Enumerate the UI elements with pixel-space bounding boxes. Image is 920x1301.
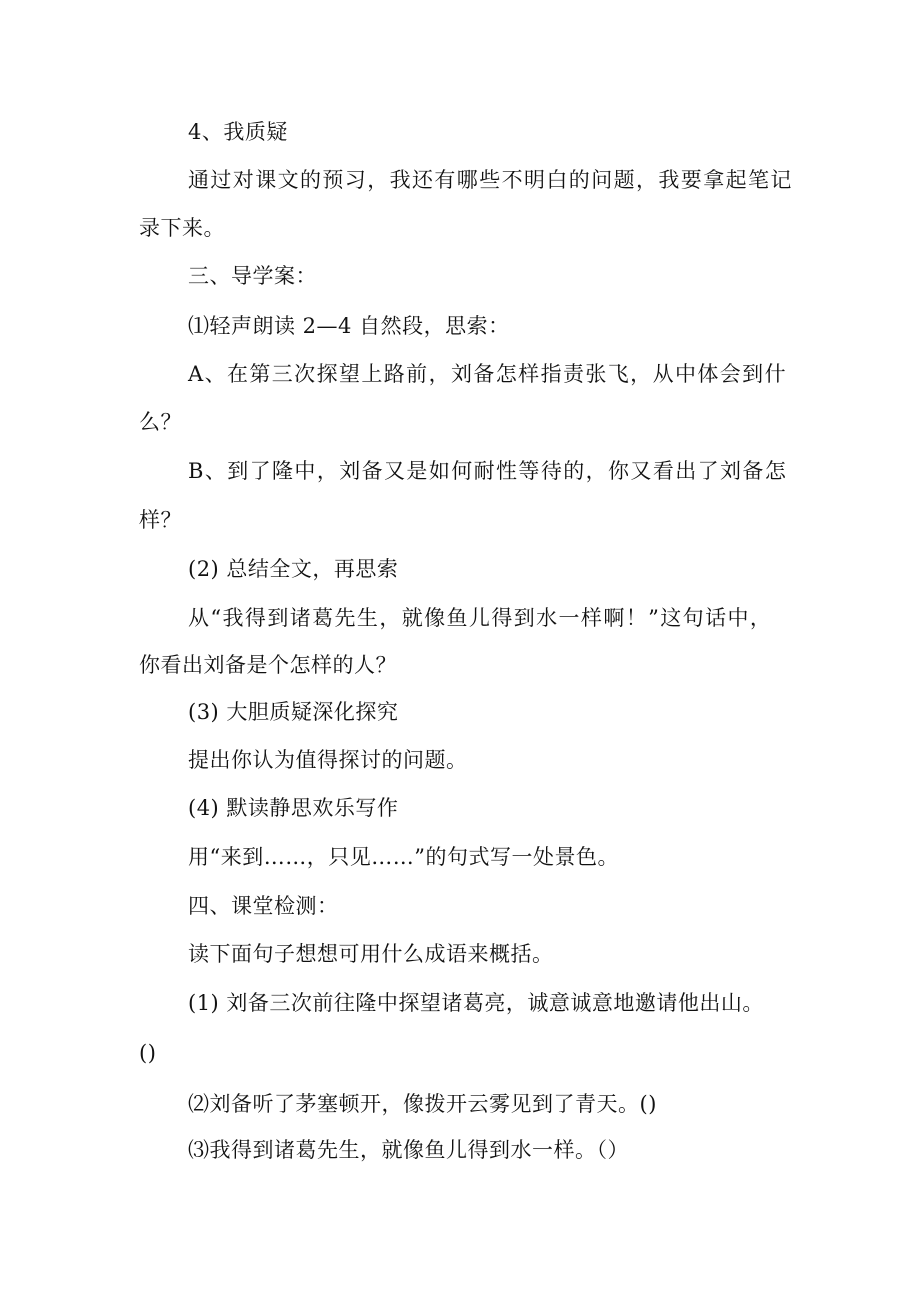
paragraph-line: ⑴轻声朗读 2—4 自然段，思索： — [188, 314, 510, 338]
answer-blank: () — [139, 1041, 157, 1065]
paragraph-line: 你看出刘备是个怎样的人？ — [139, 653, 397, 677]
section-heading-guide: 三、导学案： — [188, 264, 317, 288]
paragraph-line: (1) 刘备三次前往隆中探望诸葛亮，诚意诚意地邀请他出山。 — [188, 991, 764, 1015]
paragraph-line: 录下来。 — [139, 216, 225, 240]
paragraph-line: (4) 默读静思欢乐写作 — [188, 796, 399, 820]
paragraph-line: (3) 大胆质疑深化探究 — [188, 700, 399, 724]
section-heading-question: 4、我质疑 — [188, 120, 288, 144]
paragraph-line: (2) 总结全文，再思索 — [188, 557, 399, 581]
paragraph-line: 提出你认为值得探讨的问题。 — [188, 748, 468, 772]
paragraph-line: B、到了隆中，刘备又是如何耐性等待的，你又看出了刘备怎 — [188, 459, 788, 483]
paragraph-line: 么？ — [139, 410, 182, 434]
paragraph-line: ⑵刘备听了茅塞顿开，像拨开云雾见到了青天。() — [188, 1092, 657, 1116]
paragraph-line: ⑶我得到诸葛先生，就像鱼儿得到水一样。（） — [188, 1138, 629, 1162]
paragraph-line: A、在第三次探望上路前，刘备怎样指责张飞，从中体会到什 — [188, 362, 787, 386]
paragraph-line: 用“来到……，只见……”的句式写一处景色。 — [188, 845, 619, 869]
paragraph-line: 从“我得到诸葛先生，就像鱼儿得到水一样啊！”这句话中， — [188, 606, 773, 630]
paragraph-line: 通过对课文的预习，我还有哪些不明白的问题，我要拿起笔记 — [188, 168, 793, 192]
paragraph-line: 读下面句子想想可用什么成语来概括。 — [188, 942, 554, 966]
paragraph-line: 样？ — [139, 508, 182, 532]
section-heading-test: 四、课堂检测： — [188, 894, 339, 918]
